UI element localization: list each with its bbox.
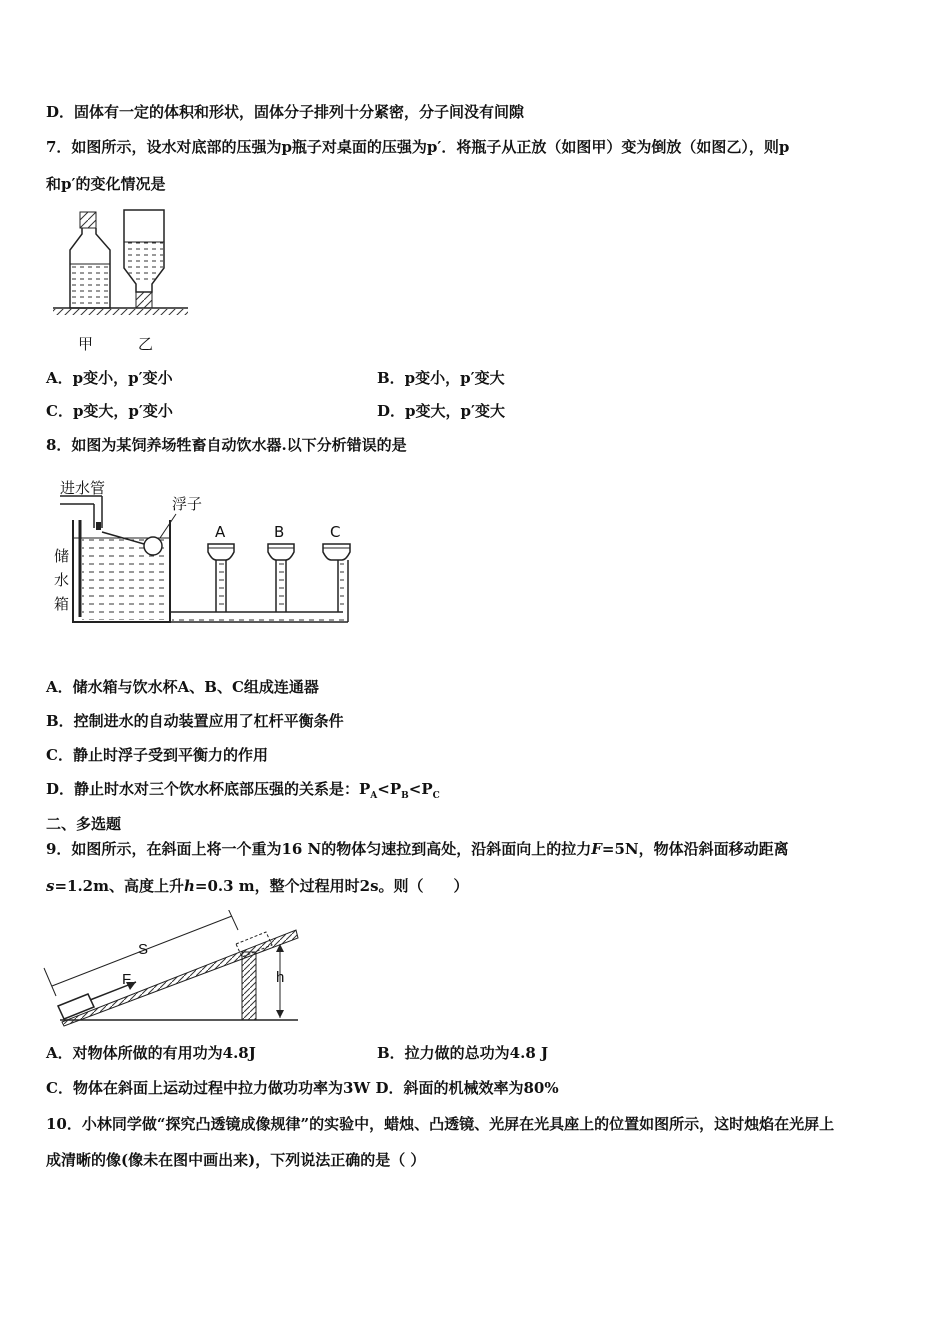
bottle-inverted [124, 210, 164, 308]
label-tank-2: 水 [54, 571, 70, 589]
label-jia: 甲 [78, 335, 94, 353]
label-float: 浮子 [172, 495, 203, 513]
q7-option-a: A．p变小，p′变小 [46, 369, 173, 387]
q7-option-c: C．p变大，p′变小 [46, 402, 173, 420]
cup-b [268, 544, 294, 612]
label-tank-3: 箱 [54, 595, 70, 613]
q8-option-a: A．储水箱与饮水杯A、B、C组成连通器 [46, 678, 319, 696]
q9-option-a: A．对物体所做的有用功为4.8J [46, 1044, 256, 1062]
label-yi: 乙 [138, 335, 154, 353]
q9-option-b: B．拉力做的总功为4.8 J [377, 1044, 549, 1062]
bottle-upright [70, 212, 110, 308]
cup-a [208, 544, 234, 612]
label-h: h [276, 969, 285, 986]
label-cup-a: A [215, 523, 226, 541]
q7-option-d: D．p变大，p′变大 [377, 402, 505, 420]
q10-stem-line1: 10．小林同学做“探究凸透镜成像规律”的实验中，蜡烛、凸透镜、光屏在光具座上的位置如图所示，这时烛焰在光屏上 [46, 1115, 835, 1133]
label-inlet-pipe: 进水管 [60, 479, 106, 497]
q7-stem-line1: 7．如图所示，设水对底部的压强为p瓶子对桌面的压强为p′．将瓶子从正放（如图甲）变为倒放（如图乙），则p [46, 138, 790, 156]
q9-stem-line2: s=1.2m、高度上升h=0.3 m，整个过程用时2s。则（ ） [46, 877, 469, 895]
incline-figure [40, 910, 310, 1030]
section-2-heading: 二、多选题 [46, 815, 122, 833]
cup-c [323, 544, 350, 612]
q8-option-d: D．静止时水对三个饮水杯底部压强的关系是：$P_A<P_B<P_C$ [46, 780, 440, 801]
label-f: F [122, 971, 132, 988]
p-b: $P_B$ [389, 780, 409, 801]
q9-option-cd: C．物体在斜面上运动过程中拉力做功功率为3W D．斜面的机械效率为80% [46, 1079, 559, 1097]
q10-stem-line2: 成清晰的像(像未在图中画出来)，下列说法正确的是（ ） [46, 1151, 426, 1169]
label-cup-c: C [330, 523, 341, 541]
q8-stem: 8．如图为某饲养场牲畜自动饮水器.以下分析错误的是 [46, 436, 407, 454]
bottle-figure [48, 204, 198, 354]
q9-stem-line1: 9．如图所示，在斜面上将一个重为16 N的物体匀速拉到高处，沿斜面向上的拉力F=5N，物体沿斜面移动距离 [46, 840, 789, 858]
q8-option-c: C．静止时浮子受到平衡力的作用 [46, 746, 268, 764]
label-s: S [138, 941, 149, 958]
label-tank-1: 储 [54, 547, 70, 565]
q7-stem-line2: 和p′的变化情况是 [46, 175, 166, 193]
q7-option-b: B．p变小，p′变大 [377, 369, 505, 387]
label-cup-b: B [274, 523, 285, 541]
q6-option-d: D．固体有一定的体积和形状，固体分子排列十分紧密，分子间没有间隙 [46, 103, 525, 121]
q8-option-b: B．控制进水的自动装置应用了杠杆平衡条件 [46, 712, 344, 730]
p-c: $P_C$ [421, 780, 440, 801]
